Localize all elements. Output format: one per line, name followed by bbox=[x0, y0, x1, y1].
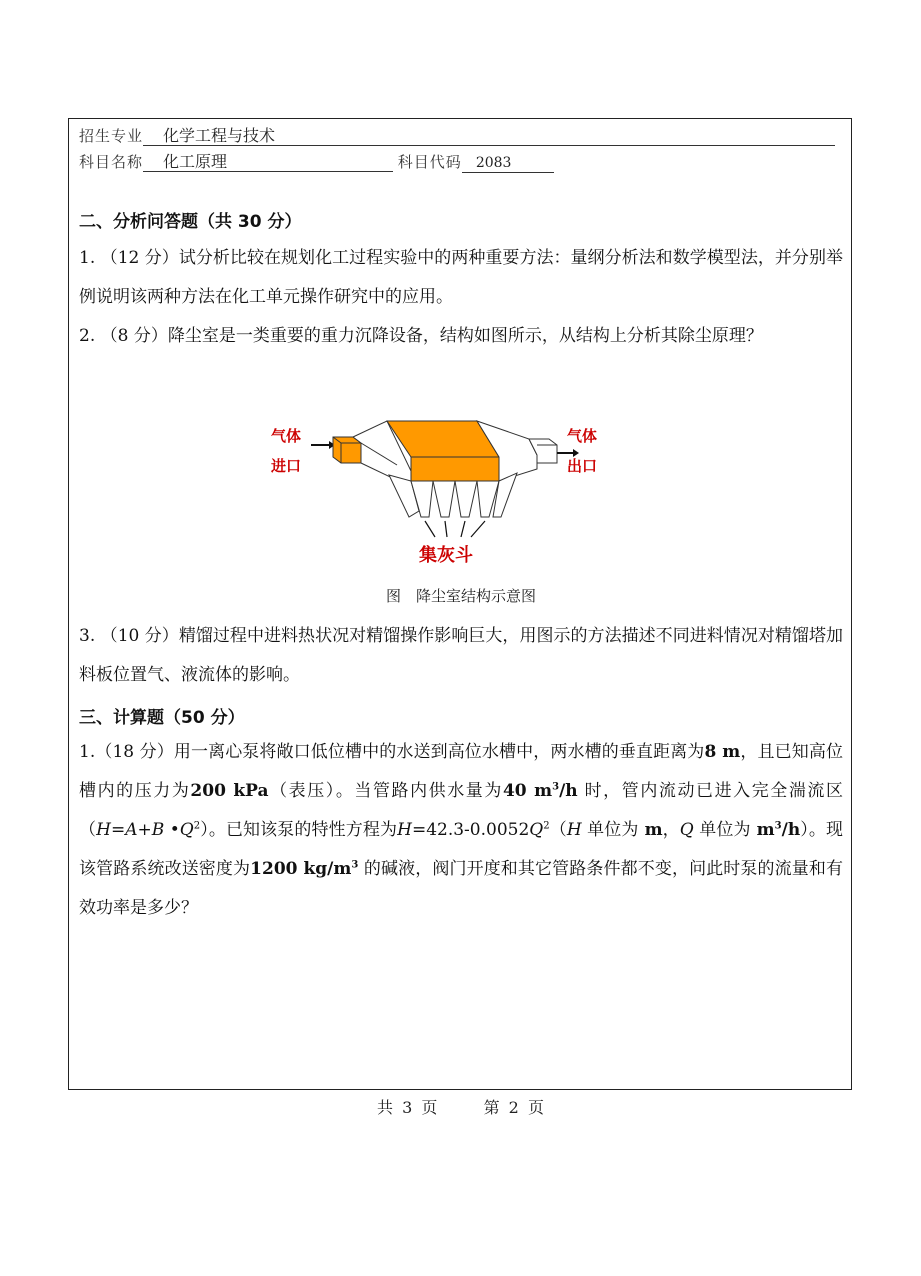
q-text: （12 分）试分析比较在规划化工过程实验中的两种重要方法：量纲分析法和数学模型法，并分别举例说明该两种方法在化工单元操作研究中的应用。 bbox=[79, 248, 843, 307]
flow-unit: /h bbox=[559, 781, 578, 801]
outlet-arrow-head bbox=[573, 449, 579, 457]
q-text: 的碱液，阀门开度和其它管路条件都不变，问此时泵的流量和有效功率是多少？ bbox=[79, 859, 844, 918]
hopper-label: 集灰斗 bbox=[419, 545, 473, 566]
q-text: （8 分）降尘室是一类重要的重力沉降设备，结构如图所示，从结构上分析其除尘原理？ bbox=[100, 326, 763, 346]
q-number: 2. bbox=[79, 326, 96, 346]
question-2-1 bbox=[79, 239, 843, 317]
superscript: 2 bbox=[543, 820, 550, 832]
q-text: 时，管内流动已进入完全湍流区（ bbox=[79, 781, 843, 840]
inlet-label-2: 进口 bbox=[271, 457, 302, 475]
superscript: 3 bbox=[552, 781, 560, 793]
formula: • bbox=[164, 820, 180, 840]
q-text: （10 分）精馏过程中进料热状况对精馏操作影响巨大，用图示的方法描述不同进料情况对精馏塔加料板位置气、液流体的影响。 bbox=[79, 626, 843, 685]
pressure-value: 200 kPa bbox=[190, 781, 269, 801]
q-text: 单位为 bbox=[693, 820, 751, 840]
flow-value: 40 m bbox=[502, 781, 553, 801]
outlet-label-1: 气体 bbox=[567, 427, 598, 445]
q-text: ，且已知高位槽内的压力为 bbox=[79, 742, 843, 801]
inlet-box bbox=[333, 437, 361, 463]
unit: m bbox=[750, 820, 775, 840]
unit: m bbox=[638, 820, 663, 840]
q-text: ， bbox=[662, 820, 680, 840]
section-3-title: 三、计算题（50 分） bbox=[79, 708, 245, 728]
density-value: 1200 kg/m bbox=[250, 859, 352, 879]
q-number: 3. bbox=[79, 626, 96, 646]
distance-value: 8 m bbox=[704, 742, 741, 762]
code-value: 2083 bbox=[462, 154, 554, 173]
q-text: ）。现该管路系统改送密度为 bbox=[79, 820, 844, 879]
major-row bbox=[79, 125, 835, 146]
subject-row bbox=[79, 151, 554, 173]
chamber-front bbox=[411, 457, 499, 481]
q-number: 1. bbox=[79, 248, 96, 268]
page-footer bbox=[0, 1095, 921, 1118]
code-label: 科目代码 bbox=[397, 153, 462, 171]
question-3-1 bbox=[79, 733, 843, 928]
q-text: ）。已知该泵的特性方程为 bbox=[200, 820, 398, 840]
inlet-label-1: 气体 bbox=[271, 427, 302, 445]
q-number: 1. bbox=[79, 742, 96, 762]
exam-page-frame bbox=[68, 118, 852, 1090]
subject-value: 化工原理 bbox=[143, 153, 393, 172]
q-text: （表压）。当管路内供水量为 bbox=[268, 781, 503, 801]
superscript: 2 bbox=[193, 820, 201, 832]
formula: =42.3-0.0052 bbox=[411, 820, 530, 840]
formula: Q bbox=[529, 820, 544, 840]
formula: H bbox=[566, 820, 582, 840]
superscript: 3 bbox=[351, 859, 359, 871]
formula: Q bbox=[179, 820, 194, 840]
total-pages: 共 3 页 bbox=[377, 1098, 438, 1117]
formula: H bbox=[397, 820, 412, 840]
major-value: 化学工程与技术 bbox=[143, 127, 835, 146]
q-text: （18 分）用一离心泵将敞口低位槽中的水送到高位水槽中，两水槽的垂直距离为 bbox=[95, 742, 705, 762]
section-2-title: 二、分析问答题（共 30 分） bbox=[79, 212, 302, 232]
formula: H=A+B bbox=[96, 820, 165, 840]
subject-label: 科目名称 bbox=[79, 153, 144, 171]
outlet-label-2: 出口 bbox=[567, 457, 598, 475]
hopper-leaders bbox=[425, 521, 485, 537]
q-text: （ bbox=[549, 820, 567, 840]
q-text: 单位为 bbox=[581, 820, 639, 840]
settling-chamber-figure bbox=[249, 399, 649, 579]
current-page: 第 2 页 bbox=[483, 1098, 544, 1117]
superscript: 3 bbox=[774, 820, 782, 832]
figure-caption: 图 降尘室结构示意图 bbox=[385, 587, 536, 605]
unit: /h bbox=[781, 820, 801, 840]
formula: Q bbox=[679, 820, 694, 840]
question-2-3 bbox=[79, 617, 843, 695]
major-label: 招生专业 bbox=[79, 127, 144, 145]
question-2-2 bbox=[79, 317, 843, 356]
